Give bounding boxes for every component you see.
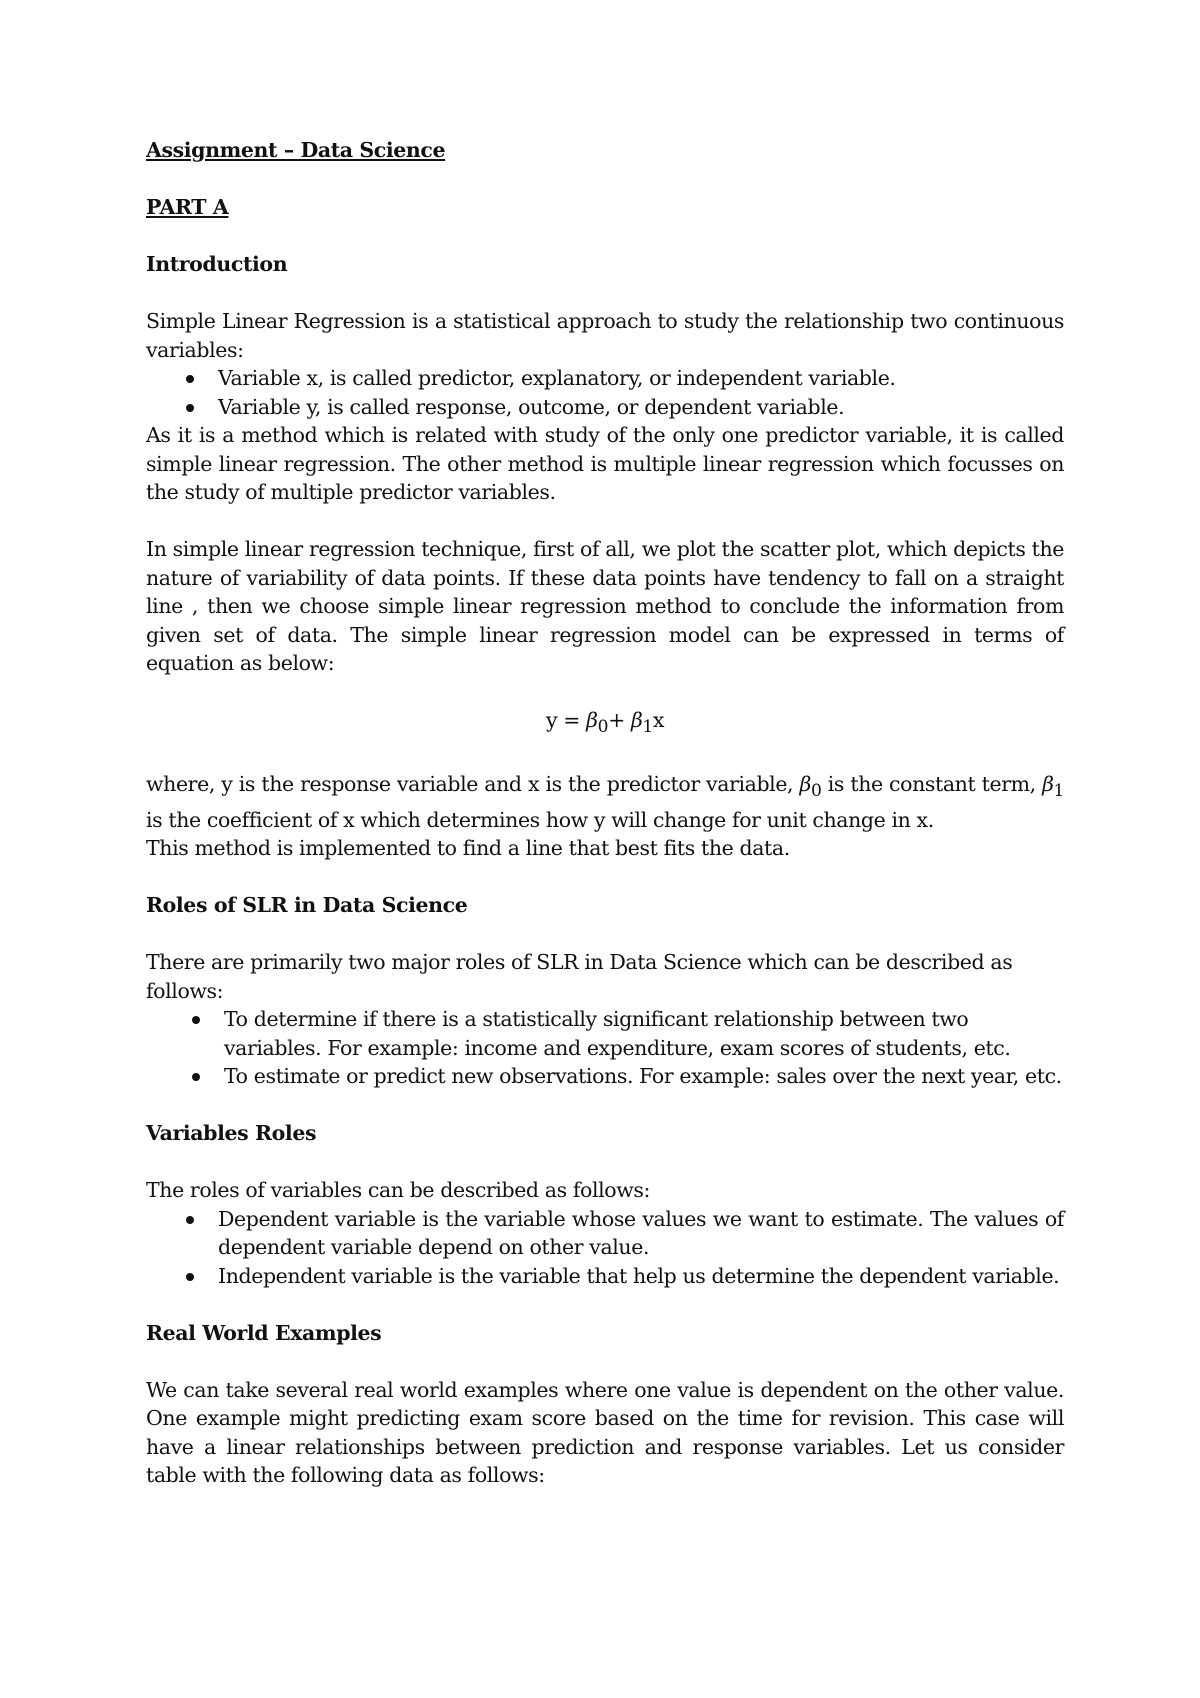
examples-paragraph: We can take several real world examples where one value is dependent on the other value. One example might predicting exam score based on the time for revision. This case will have a linear relationships between prediction and response variables. Let us consider table with the following data as follows: (146, 1377, 1064, 1488)
list-item: Dependent variable is the variable whose values we want to estimate. The values of dependent variable depend on other value. (146, 1205, 1064, 1262)
intro-paragraph-5: This method is implemented to find a line that best fits the data. (146, 836, 790, 861)
intro-paragraph-2: As it is a method which is related with study of the only one predictor variable, it is called simple linear regression. The other method is multiple linear regression which focusses on the study of multiple predictor variables. (146, 423, 1064, 504)
equation-x: x (652, 708, 665, 732)
beta0-subscript: 0 (597, 717, 609, 738)
intro-heading: Introduction (146, 252, 288, 276)
list-item: To determine if there is a statistically significant relationship between two variables. For example: income and expenditure, exam scores of students, etc. (146, 1005, 1064, 1062)
regression-equation (146, 706, 1064, 742)
document-page (146, 136, 1064, 1490)
list-item: Independent variable is the variable that help us determine the dependent variable. (146, 1262, 1064, 1291)
equation-plus: + (608, 708, 631, 732)
list-item: To estimate or predict new observations. For example: sales over the next year, etc. (146, 1062, 1064, 1091)
roles-heading: Roles of SLR in Data Science (146, 893, 468, 918)
beta1-symbol: β (630, 708, 643, 732)
document-title: Assignment – Data Science (146, 138, 446, 162)
intro-paragraph-3: In simple linear regression technique, first of all, we plot the scatter plot, which depicts the nature of variability of data points. If these data points have tendency to fall on a straight line , then we choose simple linear regression method to conclude the information from given set of data. The simple linear regression model can be expressed in terms of equation as below: (146, 537, 1064, 675)
variables-heading: Variables Roles (146, 1121, 317, 1146)
intro-bullet-list (146, 364, 1064, 421)
para4-text-c: is the coefficient of x which determines how y will change for unit change in x. (146, 807, 934, 832)
beta1-symbol-inline: β (1042, 772, 1054, 797)
beta1-subscript: 1 (642, 717, 653, 738)
para4-text-b: is the constant term, (821, 772, 1043, 797)
variables-paragraph: The roles of variables can be described as follows: (146, 1178, 650, 1203)
roles-bullet-list (146, 1005, 1064, 1091)
list-item: Variable y, is called response, outcome, or dependent variable. (146, 393, 1064, 422)
beta0-symbol-inline: β (799, 772, 811, 797)
variables-bullet-list (146, 1205, 1064, 1291)
roles-paragraph: There are primarily two major roles of SLR in Data Science which can be described as follows: (146, 950, 1013, 1003)
beta0-symbol: β (586, 708, 598, 732)
equation-lhs: y = (545, 708, 587, 732)
intro-paragraph-4 (146, 770, 1064, 834)
beta1-subscript-inline: 1 (1053, 781, 1064, 802)
intro-paragraph-1: Simple Linear Regression is a statistical approach to study the relationship two continuous variables: (146, 309, 1064, 362)
examples-heading: Real World Examples (146, 1320, 382, 1345)
para4-text-a: where, y is the response variable and x is the predictor variable, (146, 772, 800, 797)
part-heading: PART A (146, 195, 229, 219)
beta0-subscript-inline: 0 (810, 781, 822, 802)
list-item: Variable x, is called predictor, explanatory, or independent variable. (146, 364, 1064, 393)
